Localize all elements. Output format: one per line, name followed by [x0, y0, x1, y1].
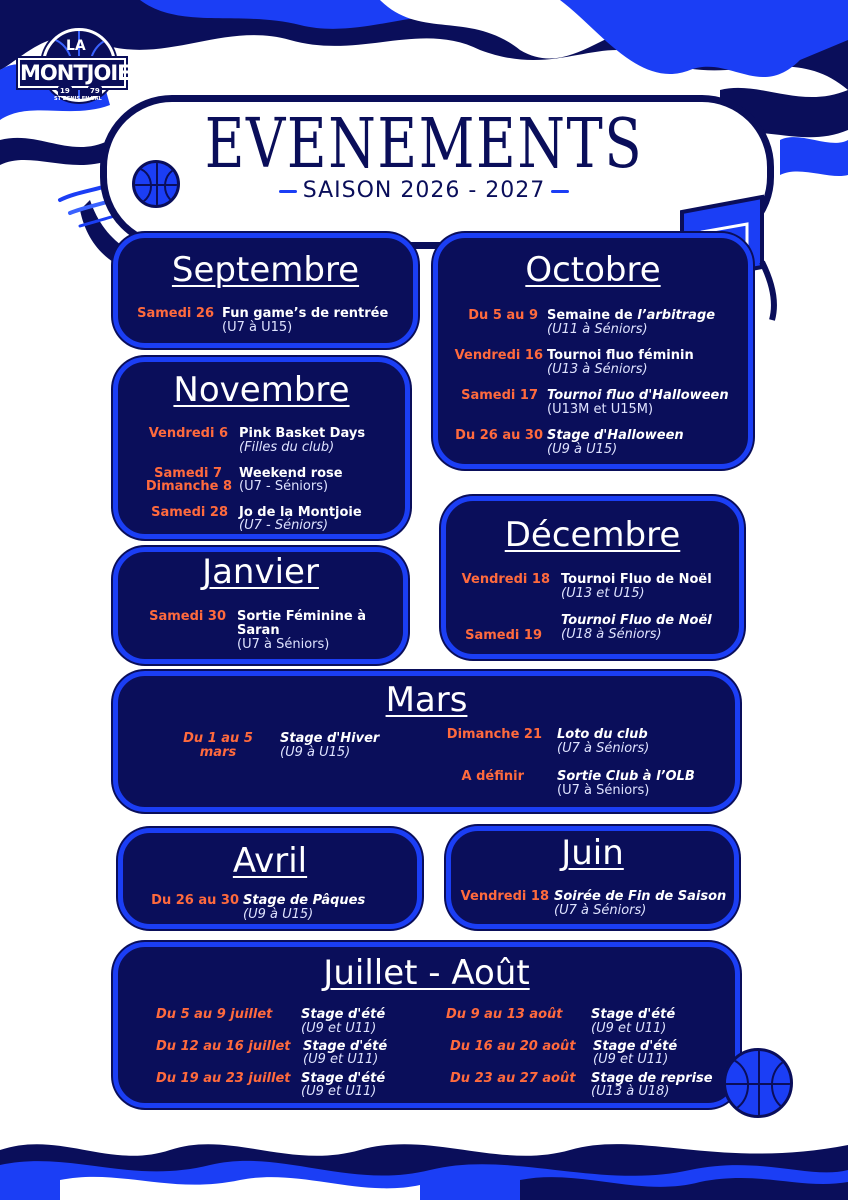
event-audience: (U7 à Séniors) [557, 741, 650, 756]
event-audience: (U9 à U15) [547, 442, 618, 457]
event-audience: (U9 à U15) [243, 907, 314, 922]
event-name: Fun game’s de rentrée [222, 306, 389, 321]
event-date: Vendredi 6 [148, 426, 228, 441]
event-date: Samedi 19 [465, 628, 542, 643]
event-date: Du 1 au 5 [183, 731, 253, 746]
month-title: Juillet - Août [323, 953, 530, 993]
month-card-novembre [113, 357, 410, 539]
month-card-decembre [441, 496, 744, 659]
event-name: Tournoi fluo d'Halloween [547, 388, 729, 403]
event-date: Samedi 7 [154, 466, 222, 481]
event-name: Soirée de Fin de Saison [554, 889, 727, 904]
event-date: Vendredi 16 [454, 348, 543, 363]
event-date: Du 23 au 27 août [450, 1071, 576, 1086]
event-audience: (U9 et U11) [591, 1021, 667, 1036]
month-card-juillet-aout [113, 942, 740, 1108]
event-name: Stage de reprise [591, 1071, 713, 1086]
event-name: Stage de Pâques [243, 893, 366, 908]
event-date: Du 9 au 13 août [446, 1007, 563, 1022]
event-name: Stage d'été [591, 1007, 676, 1022]
event-audience: (U11 à Séniors) [547, 322, 648, 337]
club-logo [18, 28, 131, 108]
event-name: Weekend rose [239, 466, 343, 481]
event-date: Samedi 26 [137, 306, 214, 321]
event-audience: (Filles du club) [239, 440, 335, 455]
month-title: Janvier [202, 552, 319, 592]
event-date: Du 16 au 20 août [450, 1039, 576, 1054]
logo-year-left: 19 [60, 87, 70, 95]
event-name-line2: Saran [237, 623, 280, 638]
month-card-mars [113, 671, 740, 812]
event-name-plain: Semaine de [547, 308, 638, 323]
event-date: Dimanche 21 [446, 727, 542, 742]
event-name: Stage d'été [593, 1039, 678, 1054]
logo-year-right: 79 [90, 87, 100, 95]
event-audience: (U9 et U11) [593, 1052, 669, 1067]
event-name: Tournoi Fluo de Noël [561, 613, 712, 628]
event-audience: (U13M et U15M) [547, 402, 654, 417]
event-audience: (U9 à U15) [280, 745, 351, 760]
event-name: Stage d'été [301, 1007, 386, 1022]
event-audience: (U7 - Séniors) [239, 518, 329, 533]
event-name: Tournoi fluo féminin [547, 348, 694, 363]
event-name: Pink Basket Days [239, 426, 366, 441]
event-name: Stage d'Halloween [547, 428, 684, 443]
event-name: Stage d'Hiver [280, 731, 380, 746]
event-name: Stage d'été [303, 1039, 388, 1054]
month-card-septembre [113, 233, 418, 348]
season-text: SAISON 2026 - 2027 [302, 178, 546, 203]
event-name: Sortie Féminine à [237, 609, 366, 624]
basketball-icon [132, 160, 180, 208]
event-date-second: Dimanche 8 [145, 479, 232, 494]
event-date: A définir [461, 769, 524, 784]
month-card-juin [446, 826, 739, 929]
event-date: Samedi 30 [149, 609, 226, 624]
month-title: Octobre [525, 250, 661, 290]
month-card-avril [118, 828, 422, 929]
event-date: Vendredi 18 [460, 889, 549, 904]
event-date: Vendredi 18 [461, 572, 550, 587]
month-card-janvier [113, 547, 408, 664]
event-audience: (U18 à Séniors) [561, 627, 662, 642]
event-date: Du 26 au 30 [455, 428, 543, 443]
event-date: Samedi 28 [151, 505, 228, 520]
month-title: Juin [561, 833, 624, 873]
page-title: EVENEMENTS [204, 105, 644, 184]
month-title: Novembre [173, 370, 350, 410]
month-card-octobre [433, 233, 753, 469]
month-title: Septembre [171, 250, 360, 290]
event-audience: (U7 à Séniors) [237, 637, 330, 652]
event-name-italic: l’arbitrage [637, 308, 716, 323]
event-name: Tournoi Fluo de Noël [561, 572, 712, 587]
season-label [270, 177, 578, 205]
event-date: Du 12 au 16 juillet [156, 1039, 291, 1054]
event-date: Du 5 au 9 [468, 308, 538, 323]
event-name: Stage d'été [301, 1071, 386, 1086]
month-title: Avril [232, 841, 308, 881]
month-title: Mars [385, 680, 468, 720]
event-audience: (U9 et U11) [301, 1021, 377, 1036]
basketball-icon [723, 1048, 793, 1118]
logo-text-la: LA [66, 38, 86, 54]
event-date: Du 5 au 9 juillet [156, 1007, 273, 1022]
logo-subtitle: ST DENIS EN VAL [54, 96, 102, 102]
event-name: Sortie Club à l’OLB [557, 769, 695, 784]
event-date: Du 26 au 30 [151, 893, 239, 908]
event-audience: (U9 et U11) [303, 1052, 379, 1067]
event-audience: (U7 à U15) [222, 320, 293, 335]
event-name: Jo de la Montjoie [239, 505, 362, 520]
event-audience: (U7 à Séniors) [554, 903, 647, 918]
event-audience: (U9 et U11) [301, 1084, 377, 1099]
event-name: Loto du club [557, 727, 648, 742]
event-audience: (U7 à Séniors) [557, 783, 650, 798]
event-audience: (U7 - Séniors) [239, 479, 329, 494]
month-title: Décembre [504, 515, 681, 555]
event-date: Du 19 au 23 juillet [156, 1071, 291, 1086]
event-date: Samedi 17 [461, 388, 538, 403]
event-audience: (U13 et U15) [561, 586, 645, 601]
logo-text-montjoie: MONTJOIE [18, 58, 126, 88]
event-name [547, 308, 715, 323]
event-audience: (U13 à U18) [591, 1084, 670, 1099]
event-date-second: mars [199, 745, 237, 760]
event-audience: (U13 à Séniors) [547, 362, 648, 377]
